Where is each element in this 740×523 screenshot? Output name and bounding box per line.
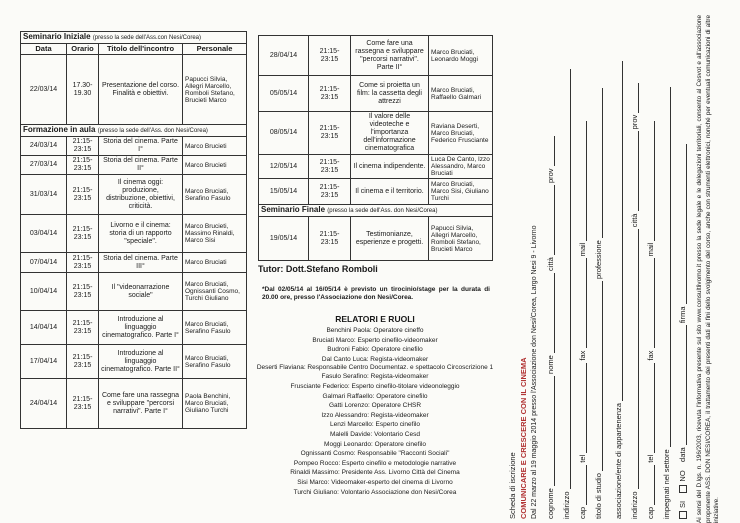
- list-item: Deserti Flaviana: Responsabile Centro Documentaz. e spettacolo Circoscrizione 1: [256, 364, 494, 372]
- tel-label: tel: [578, 454, 587, 463]
- row-date: 22/03/14: [21, 55, 67, 125]
- table-row: [21, 379, 247, 429]
- form-row-associazione: [614, 61, 623, 519]
- indirizzo-label: indirizzo: [562, 491, 571, 519]
- row-time: 21:15-23:15: [309, 179, 351, 205]
- relatori-list: [256, 326, 494, 497]
- row-people: Marco Brucieti: [183, 137, 247, 156]
- row-people: Marco Bruciati, Serafino Fasulo: [183, 311, 247, 345]
- si-checkbox[interactable]: [679, 511, 687, 519]
- table-row: [21, 345, 247, 379]
- row-date: 27/03/14: [21, 156, 67, 175]
- indirizzo-field[interactable]: [562, 69, 571, 489]
- cap-label: cap: [646, 506, 655, 519]
- section-formazione: [21, 125, 247, 137]
- header-orario: Orario: [67, 44, 99, 55]
- table-row: [21, 156, 247, 175]
- list-item: Ognissanti Cosmo: Responsabile "Racconti Sociali": [300, 450, 450, 458]
- privacy-notice: Ai sensi del D.lgs. n. 196/2003, ricevuta l'informativa presente sul sito www.consultlivorno.it presso la sede legale e le delegazioni territoriali, consento al Cesvot e all'associazione proponente ASS. DON NESI/COREA, il trattamento dei presenti dati ai fini dello svolgimento del corso, anche con strumenti elettronici, nonché per eventuali comunicazioni di altre iniziative.: [696, 15, 721, 523]
- table-row: [21, 273, 247, 311]
- stage-note: *Dal 02/05/14 al 16/05/14 è previsto un tirocinio/stage per la durata di 20.00 ore, presso l'Associazione don Nesi/Corea.: [262, 286, 490, 301]
- row-title: Come si proietta un film: la cassetta degli attrezzi: [351, 76, 429, 112]
- list-item: Bruciati Marco: Esperto cinefilo-videomaker: [312, 336, 438, 344]
- prov-ente-field[interactable]: [630, 83, 639, 113]
- row-date: 24/03/14: [21, 137, 67, 156]
- form-row-cap: [578, 121, 587, 519]
- row-people: Papucci Silvia, Allegri Marcello, Romboli Stefano, Brucieti Marco: [183, 55, 247, 125]
- row-time: 21:15-23:15: [67, 379, 99, 429]
- section-title: Formazione in aula: [23, 125, 96, 134]
- table-row: [21, 253, 247, 273]
- row-title: Il "videonarrazione sociale": [99, 273, 183, 311]
- associazione-field[interactable]: [614, 61, 623, 401]
- indirizzo-ente-field[interactable]: [630, 229, 639, 489]
- row-title: Il cinema oggi: produzione, distribuzione, obiettivi, criticità.: [99, 175, 183, 215]
- cap-label: cap: [578, 506, 587, 519]
- section-note: (presso la sede dell'Ass. don Nesi/Corea): [97, 128, 208, 134]
- table-row: [259, 112, 493, 155]
- row-time: 21:15-23:15: [309, 155, 351, 179]
- mail-ente-field[interactable]: [646, 121, 655, 241]
- row-date: 24/04/14: [21, 379, 67, 429]
- fax-label: fax: [578, 350, 587, 361]
- row-date: 08/05/14: [259, 112, 309, 155]
- row-title: Storia del cinema. Parte I°: [99, 137, 183, 156]
- row-people: Marco Bruciati, Serafino Fasulo: [183, 175, 247, 215]
- firma-label: firma: [678, 306, 687, 324]
- row-date: 17/04/14: [21, 345, 67, 379]
- list-item: Galmari Raffaello: Operatore cinefilo: [322, 392, 428, 400]
- settore-field[interactable]: [662, 87, 671, 447]
- titolo-studio-field[interactable]: [594, 281, 603, 471]
- row-title: Introduzione al linguaggio cinematografico. Parte I°: [99, 311, 183, 345]
- form-row-settore: [662, 87, 671, 519]
- header-titolo: Titolo dell'incontro: [99, 44, 183, 55]
- form-row-indirizzo: [562, 69, 571, 519]
- row-people: Paola Benchini, Marco Bruciati, Giuliano Turchi: [183, 379, 247, 429]
- settore-label: impegnati nel settore: [662, 449, 671, 519]
- row-people: Marco Bruciati, Ognissanti Cosmo, Turchi Giuliano: [183, 273, 247, 311]
- relatori-title: RELATORI E RUOLI: [335, 314, 415, 324]
- list-item: Sisi Marco: Videomaker-esperto del cinema di Livorno: [297, 478, 453, 486]
- row-date: 07/04/14: [21, 253, 67, 273]
- form-heading: Scheda di iscrizione: [508, 452, 517, 519]
- prov-label: prov: [630, 114, 639, 130]
- list-item: Moggi Leonardo: Operatore cinefilo: [324, 440, 426, 448]
- list-item: Lenzi Marcello: Esperto cinefilo: [330, 421, 420, 429]
- list-item: Gatti Lorenzo: Operatore CHSR: [328, 402, 422, 410]
- section-note: (presso la sede dell'Ass.con Nesi/Corea): [92, 35, 202, 41]
- row-people: Marco Bruciati: [183, 253, 247, 273]
- firma-field[interactable]: [678, 144, 687, 304]
- list-item: Fasulo Serafino: Regista-videomaker: [321, 373, 429, 381]
- tel-label: tel: [646, 454, 655, 463]
- mail-label: mail: [646, 242, 655, 257]
- row-people: Marco Bruciati, Leonardo Moggi: [429, 36, 493, 76]
- row-people: Raviana Deserti, Marco Bruciati, Federico Frusciante: [429, 112, 493, 155]
- row-title: Il valore delle videoteche e l'importanza dell'informazione cinematografica: [351, 112, 429, 155]
- section-seminario-finale: [259, 205, 493, 217]
- table-row: [259, 76, 493, 112]
- row-date: 05/05/14: [259, 76, 309, 112]
- row-title: Storia del cinema. Parte II°: [99, 156, 183, 175]
- form-dates: Dal 22 marzo al 19 maggio 2014 presso l'Associazione don Nesi/Corea, Largo Nesi 9 - Livorno: [531, 225, 538, 519]
- data-label: data: [678, 447, 687, 462]
- row-people: Marco Bruciati, Serafino Fasulo: [183, 345, 247, 379]
- list-item: Izzo Alessandro: Regista-videomaker: [321, 411, 429, 419]
- row-time: 21:15-23:15: [309, 217, 351, 261]
- table-header-row: [21, 44, 247, 55]
- section-title: Seminario Iniziale: [23, 32, 91, 41]
- row-date: 14/04/14: [21, 311, 67, 345]
- table-row: [259, 179, 493, 205]
- indirizzo-label: indirizzo: [630, 491, 639, 519]
- list-item: Dal Canto Luca: Regista-videomaker: [321, 355, 429, 363]
- form-row-firma: [678, 144, 687, 519]
- row-time: 21:15-23:15: [67, 137, 99, 156]
- row-title: Come fare una rassegna e sviluppare "percorsi narrativi". Parte II°: [351, 36, 429, 76]
- row-time: 21:15-23:15: [67, 273, 99, 311]
- row-date: 19/05/14: [259, 217, 309, 261]
- list-item: Malelli Davide: Volontario Cesd: [330, 430, 420, 438]
- row-title: Presentazione del corso. Finalità e obiettivi.: [99, 55, 183, 125]
- cap-ente-field[interactable]: [646, 465, 655, 505]
- row-people: Marco Brucieti, Massimo Rinaldi, Marco Sisi: [183, 215, 247, 253]
- fax-field[interactable]: [578, 259, 587, 349]
- associazione-label: associazione/ente di appartenenza: [614, 403, 623, 519]
- nome-label: nome: [546, 355, 555, 374]
- row-title: Livorno e il cinema: storia di un rapporto "speciale".: [99, 215, 183, 253]
- header-data: Data: [21, 44, 67, 55]
- list-item: Rinaldi Massimo: Presidente Ass. Livorno Città del Cinema: [290, 469, 460, 477]
- header-personale: Personale: [183, 44, 247, 55]
- table-row: [21, 311, 247, 345]
- professione-field[interactable]: [594, 88, 603, 238]
- prov-field[interactable]: [546, 136, 555, 166]
- list-item: Benchini Paola: Operatore cineffo: [326, 327, 424, 334]
- row-date: 15/05/14: [259, 179, 309, 205]
- row-date: 31/03/14: [21, 175, 67, 215]
- mail-field[interactable]: [578, 121, 587, 241]
- fax-label: fax: [646, 350, 655, 361]
- si-label: SI: [678, 500, 687, 508]
- list-item: Budroni Fabio: Operatore cinefilo: [327, 346, 423, 354]
- row-people: Marco Bruciati, Raffaello Galmari: [429, 76, 493, 112]
- fax-ente-field[interactable]: [646, 259, 655, 349]
- citta-ente-field[interactable]: [630, 131, 639, 211]
- row-date: 28/04/14: [259, 36, 309, 76]
- nome-field[interactable]: [546, 273, 555, 353]
- row-time: 21:15-23:15: [309, 36, 351, 76]
- list-item: Frusciante Federico: Esperto cinefilo-titolare videonoleggio: [290, 382, 460, 390]
- table-row: [21, 55, 247, 125]
- form-course-title: COMUNICARE E CRESCERE CON IL CINEMA: [519, 357, 528, 519]
- row-time: 21:15-23:15: [67, 156, 99, 175]
- table-row: [21, 137, 247, 156]
- section-note: (presso la sede dell'Ass. don Nesi/Corea): [327, 208, 438, 214]
- row-people: Marco Brucieti: [183, 156, 247, 175]
- list-item: Turchi Giuliano: Volontario Associazione don Nesi/Corea: [293, 488, 457, 496]
- prov-label: prov: [546, 168, 555, 184]
- mail-label: mail: [578, 242, 587, 257]
- row-people: Marco Bruciati, Marco Sisi, Giuliano Turchi: [429, 179, 493, 205]
- row-time: 17.30-19.30: [67, 55, 99, 125]
- row-people: Papucci Silvia, Allegri Marcello, Romboli Stefano, Brucieti Marco: [429, 217, 493, 261]
- no-checkbox[interactable]: [679, 485, 687, 493]
- registration-form: [500, 15, 740, 523]
- row-date: 10/04/14: [21, 273, 67, 311]
- section-title: Seminario Finale: [261, 205, 326, 214]
- row-time: 21:15-23:15: [309, 76, 351, 112]
- cognome-field[interactable]: [546, 376, 555, 486]
- form-row-cognome: [546, 136, 555, 519]
- cap-field[interactable]: [578, 465, 587, 505]
- row-date: 03/04/14: [21, 215, 67, 253]
- tutor-line: Tutor: Dott.Stefano Romboli: [258, 264, 378, 274]
- table-row: [21, 215, 247, 253]
- row-time: 21:15-23:15: [67, 311, 99, 345]
- row-time: 21:15-23:15: [67, 253, 99, 273]
- row-title: Il cinema indipendente.: [351, 155, 429, 179]
- schedule-table-right: [258, 35, 493, 261]
- titolo-studio-label: titolo di studio: [594, 473, 603, 519]
- data-field[interactable]: [678, 325, 687, 445]
- form-row-indirizzo-ente: [630, 83, 639, 519]
- citta-label: città: [546, 257, 555, 271]
- citta-label: città: [630, 213, 639, 228]
- form-row-studio: [594, 88, 603, 519]
- row-title: Il cinema e il territorio.: [351, 179, 429, 205]
- row-time: 21:15-23:15: [309, 112, 351, 155]
- tel-field[interactable]: [578, 363, 587, 453]
- citta-field[interactable]: [546, 185, 555, 255]
- row-time: 21:15-23:15: [67, 215, 99, 253]
- row-title: Storia del cinema. Parte III°: [99, 253, 183, 273]
- row-title: Introduzione al linguaggio cinematografico. Parte II°: [99, 345, 183, 379]
- professione-label: professione: [594, 240, 603, 279]
- row-time: 21:15-23:15: [67, 345, 99, 379]
- table-row: [259, 155, 493, 179]
- tel-ente-field[interactable]: [646, 363, 655, 453]
- form-row-cap-ente: [646, 121, 655, 519]
- schedule-table-left: [20, 31, 247, 429]
- list-item: Pompeo Rocco: Esperto cinefilo e metodologie narrative: [293, 459, 457, 467]
- cognome-label: cognome: [546, 488, 555, 519]
- row-date: 12/05/14: [259, 155, 309, 179]
- row-time: 21:15-23:15: [67, 175, 99, 215]
- section-seminario-iniziale: [21, 32, 247, 44]
- no-label: NO: [678, 470, 687, 482]
- row-title: Testimonianze, esperienze e progetti.: [351, 217, 429, 261]
- table-row: [259, 217, 493, 261]
- table-row: [21, 175, 247, 215]
- row-title: Come fare una rassegna e sviluppare "percorsi narrativi". Parte I°: [99, 379, 183, 429]
- table-row: [259, 36, 493, 76]
- row-people: Luca De Canto, Izzo Alessandro, Marco Bruciati: [429, 155, 493, 179]
